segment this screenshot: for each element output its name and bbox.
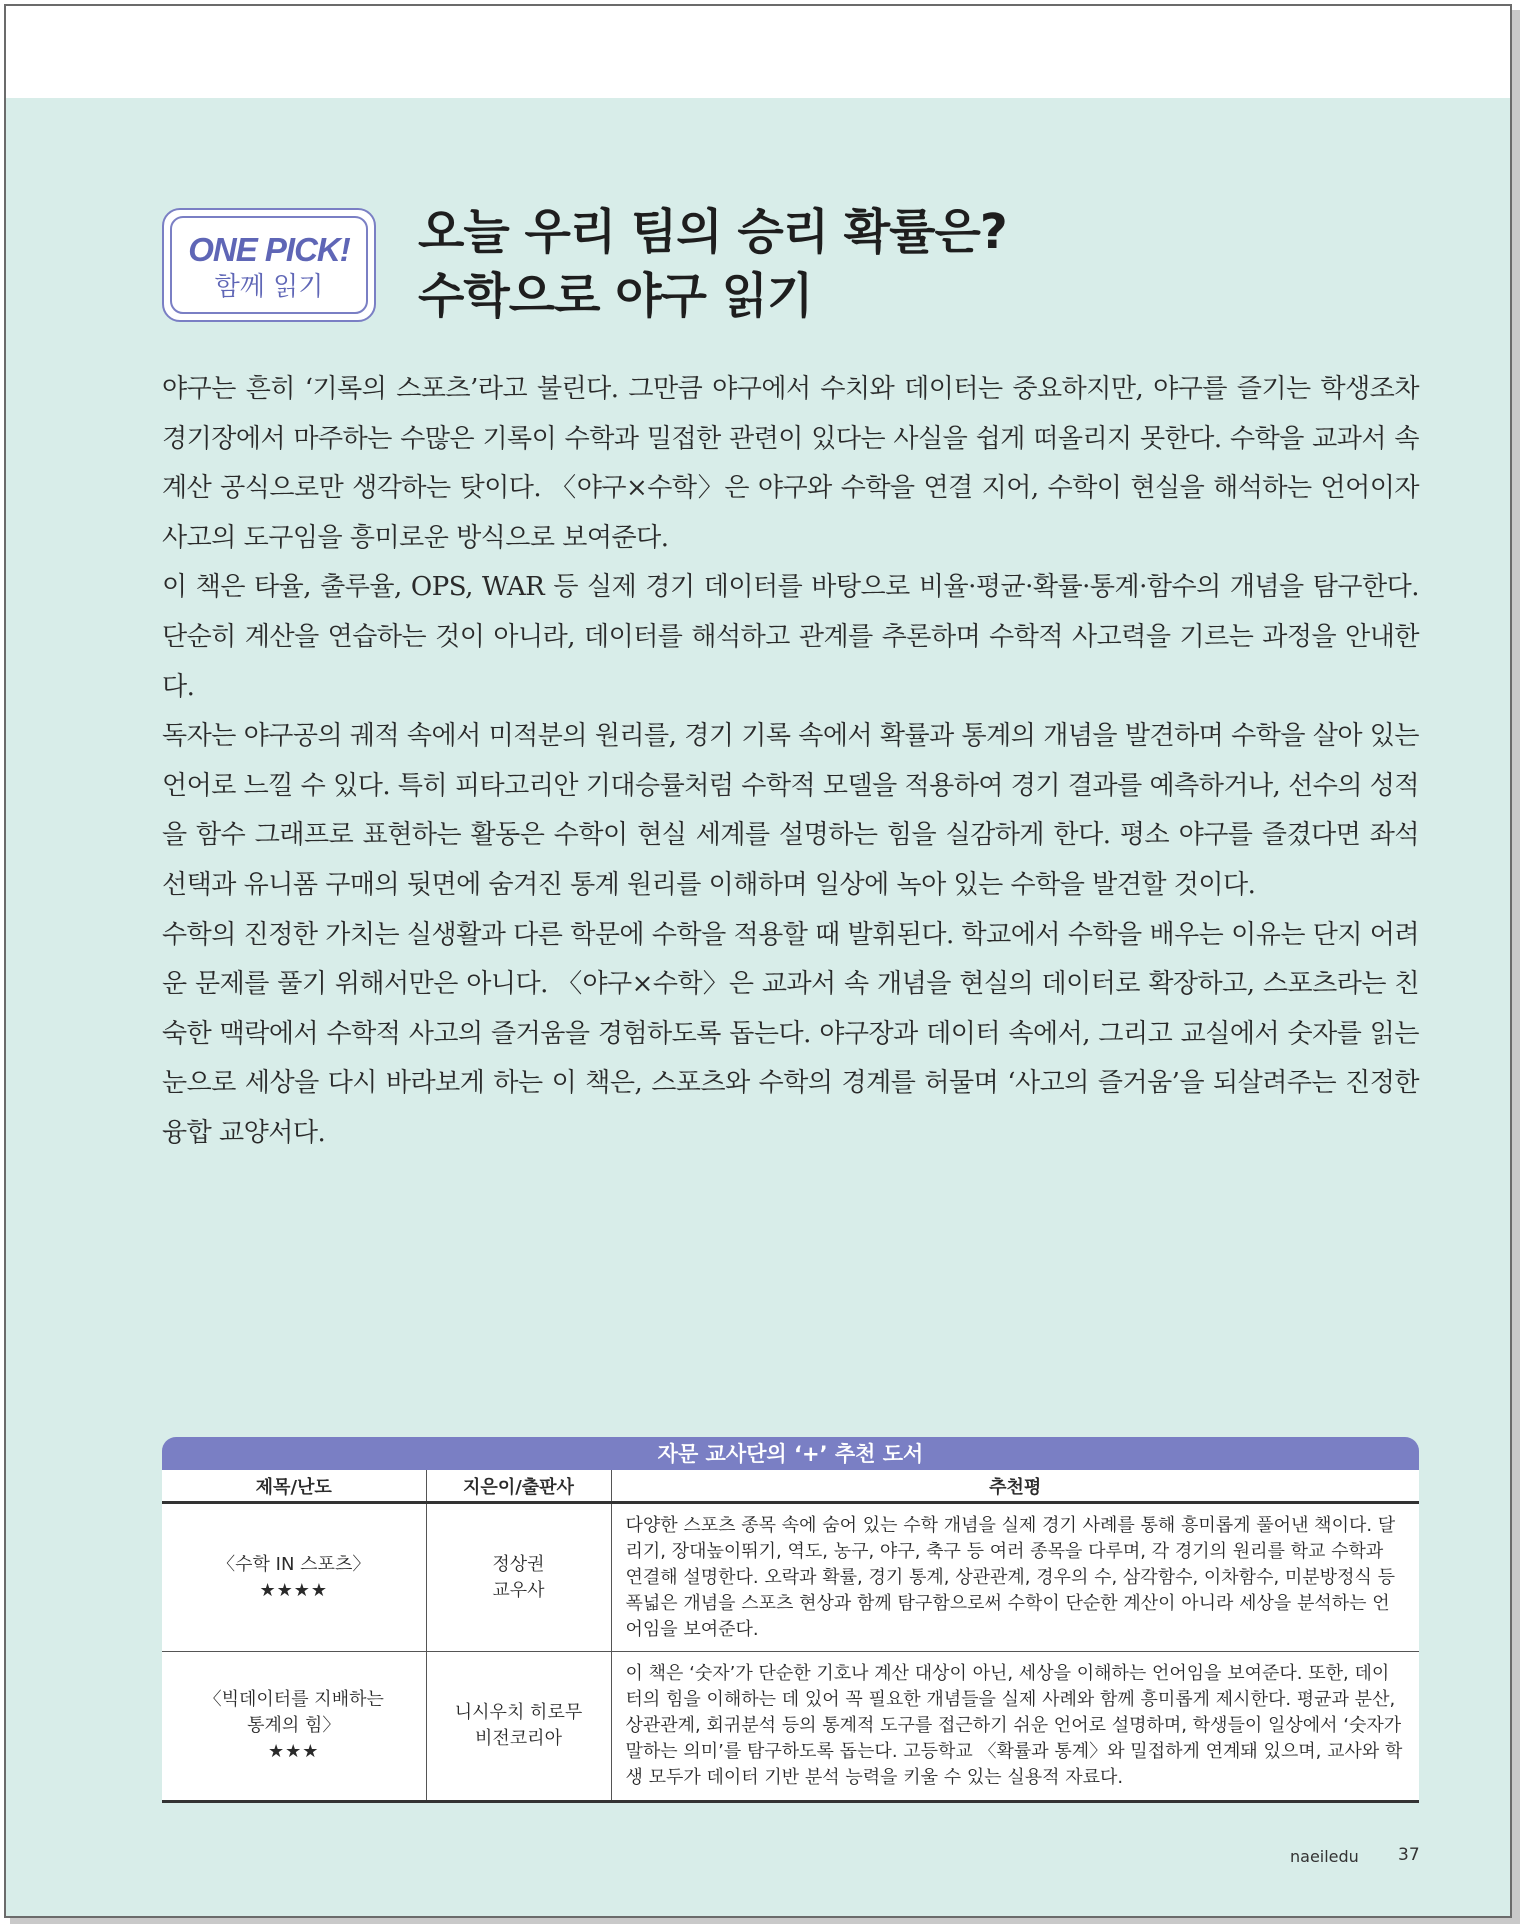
book-title-line-1: 〈빅데이터를 지배하는 bbox=[203, 1689, 384, 1710]
books-table bbox=[162, 1470, 1419, 1803]
book-review: 이 책은 ‘숫자’가 단순한 기호나 계산 대상이 아닌, 세상을 이해하는 언어임을 보여준다. 또한, 데이터의 힘을 이해하는 데 있어 꼭 필요한 개념들을 실제 사례와 함께 흥미롭게 제시한다. 평균과 분산, 상관관계, 회귀분석 등의 통계적 도구를 접근하기 쉬운 언어로 설명하며, 학생들이 일상에서 ‘숫자가 말하는 의미’를 탐구하도록 돕는다. 고등학교 〈확률과 통계〉와 밀접하게 연계돼 있으며, 교사와 학생 모두가 데이터 기반 분석 능력을 키울 수 있는 실용적 자료다. bbox=[611, 1652, 1419, 1802]
book-title-cell bbox=[162, 1503, 426, 1652]
page-shadow-bottom bbox=[10, 1918, 1520, 1924]
recommended-books-table bbox=[162, 1437, 1419, 1803]
badge-inner-border bbox=[170, 216, 368, 314]
one-pick-badge bbox=[162, 208, 376, 322]
book-title-cell bbox=[162, 1652, 426, 1802]
article-headline bbox=[418, 200, 1418, 328]
book-publisher: 비전코리아 bbox=[475, 1728, 562, 1749]
difficulty-stars: ★★★★ bbox=[259, 1579, 329, 1601]
paragraph-4: 수학의 진정한 가치는 실생활과 다른 학문에 수학을 적용할 때 발휘된다. 학교에서 수학을 배우는 이유는 단지 어려운 문제를 풀기 위해서만은 아니다. 〈야구×수학〉은 교과서 속 개념을 현실의 데이터로 확장하고, 스포츠라는 친숙한 맥락에서 수학적 사고의 즐거움을 경험하도록 돕는다. 야구장과 데이터 속에서, 그리고 교실에서 숫자를 읽는 눈으로 세상을 다시 바라보게 하는 이 책은, 스포츠와 수학의 경계를 허물며 ‘사고의 즐거움’을 되살려주는 진정한 융합 교양서다. bbox=[162, 919, 1419, 1148]
book-review: 다양한 스포츠 종목 속에 숨어 있는 수학 개념을 실제 경기 사례를 통해 흥미롭게 풀어낸 책이다. 달리기, 장대높이뛰기, 역도, 농구, 야구, 축구 등 여러 종목을 다루며, 각 경기의 원리를 학교 수학과 연결해 설명한다. 오락과 확률, 경기 통계, 상관관계, 경우의 수, 삼각함수, 이차함수, 미분방정식 등 폭넓은 개념을 스포츠 현상과 함께 탐구함으로써 수학이 단순한 계산이 아니라 세상을 분석하는 언어임을 보여준다. bbox=[611, 1503, 1419, 1652]
paragraph-1: 야구는 흔히 ‘기록의 스포츠’라고 불린다. 그만큼 야구에서 수치와 데이터는 중요하지만, 야구를 즐기는 학생조차 경기장에서 마주하는 수많은 기록이 수학과 밀접한 관련이 있다는 사실을 쉽게 떠올리지 못한다. 수학을 교과서 속 계산 공식으로만 생각하는 탓이다. 〈야구×수학〉은 야구와 수학을 연결 지어, 수학이 현실을 해석하는 언어이자 사고의 도구임을 흥미로운 방식으로 보여준다. bbox=[162, 374, 1419, 553]
paragraph-3: 독자는 야구공의 궤적 속에서 미적분의 원리를, 경기 기록 속에서 확률과 통계의 개념을 발견하며 수학을 살아 있는 언어로 느낄 수 있다. 특히 피타고리안 기대승률처럼 수학적 모델을 적용하여 경기 결과를 예측하거나, 선수의 성적을 함수 그래프로 표현하는 활동은 수학이 현실 세계를 설명하는 힘을 실감하게 한다. 평소 야구를 즐겼다면 좌석 선택과 유니폼 구매의 뒷면에 숨겨진 통계 원리를 이해하며 일상에 녹아 있는 수학을 발견할 것이다. bbox=[162, 721, 1419, 900]
table-header-row bbox=[162, 1470, 1419, 1503]
column-header-review: 추천평 bbox=[611, 1470, 1419, 1503]
book-author: 정상권 bbox=[492, 1553, 545, 1575]
difficulty-stars: ★★★ bbox=[268, 1741, 320, 1762]
column-header-author: 지은이/출판사 bbox=[426, 1470, 611, 1503]
page-number: 37 bbox=[1398, 1845, 1420, 1865]
column-header-title: 제목/난도 bbox=[162, 1470, 426, 1503]
footer-brand: naeiledu bbox=[1290, 1847, 1359, 1866]
book-author-cell bbox=[426, 1503, 611, 1652]
recommend-heading: 자문 교사단의 ‘+’ 추천 도서 bbox=[162, 1437, 1419, 1470]
book-author: 니시우치 히로무 bbox=[454, 1702, 583, 1723]
paragraph-2: 이 책은 타율, 출루율, OPS, WAR 등 실제 경기 데이터를 바탕으로 비율·평균·확률·통계·함수의 개념을 탐구한다. 단순히 계산을 연습하는 것이 아니라, 데이터를 해석하고 관계를 추론하며 수학적 사고력을 기르는 과정을 안내한다. bbox=[162, 572, 1419, 702]
headline-line-2: 수학으로 야구 읽기 bbox=[418, 268, 813, 324]
book-title-line-2: 통계의 힘〉 bbox=[247, 1715, 341, 1736]
article-body bbox=[162, 365, 1419, 1159]
table-row bbox=[162, 1503, 1419, 1652]
table-row bbox=[162, 1652, 1419, 1802]
book-title: 〈수학 IN 스포츠〉 bbox=[217, 1553, 371, 1575]
badge-subtitle: 함께 읽기 bbox=[214, 272, 324, 302]
headline-line-1: 오늘 우리 팀의 승리 확률은? bbox=[418, 204, 1007, 260]
badge-title: ONE PICK! bbox=[188, 231, 350, 268]
page-shadow-right bbox=[1512, 10, 1520, 1922]
book-author-cell bbox=[426, 1652, 611, 1802]
book-publisher: 교우사 bbox=[492, 1579, 545, 1601]
